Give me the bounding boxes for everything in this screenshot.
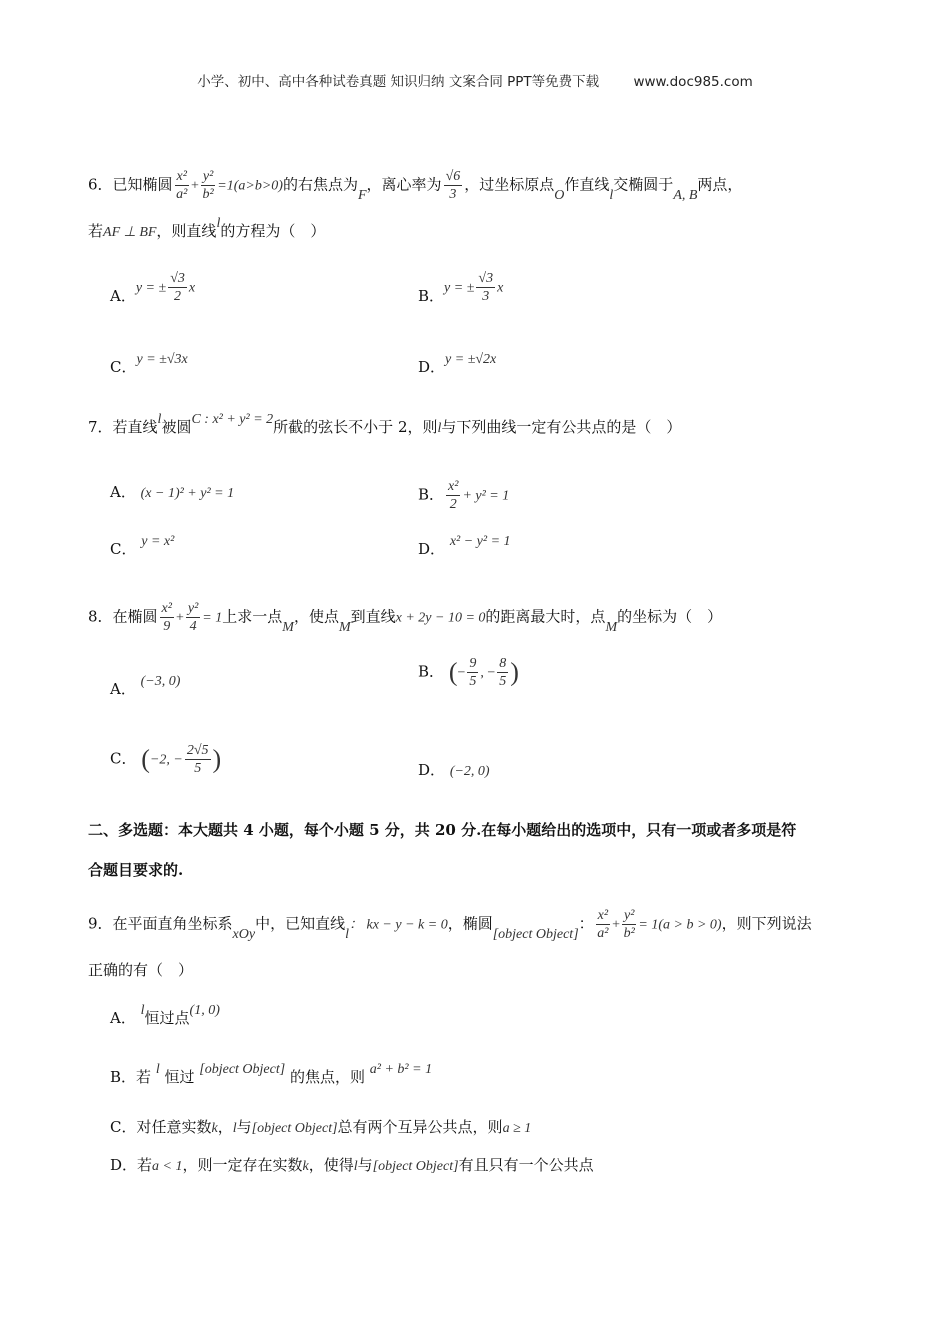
q6-option-a[interactable]	[110, 270, 195, 305]
q9-stem-line1	[88, 907, 812, 942]
q9-option-b[interactable]	[110, 1062, 433, 1089]
q7-option-a[interactable]	[110, 482, 234, 504]
text-segment: 5	[194, 761, 202, 776]
text-segment: x² − y² = 1	[449, 534, 511, 549]
text-segment: (−3, 0)	[140, 674, 181, 689]
text-segment: [object Object]	[492, 926, 579, 942]
text-segment: (x − 1)² + y² = 1	[140, 486, 235, 501]
text-segment: A．	[110, 286, 136, 305]
header-url[interactable]: www.doc985.com	[633, 74, 753, 90]
text-segment: 的距离最大时，点	[485, 607, 606, 626]
text-segment: b²	[202, 187, 214, 202]
text-segment: ，使点	[293, 607, 339, 626]
text-segment: 若	[88, 222, 104, 240]
text-segment: 4	[189, 619, 197, 634]
text-segment: 有且只有一个公共点	[458, 1156, 594, 1174]
text-segment: 中，已知直线	[255, 914, 346, 933]
math-symbol: +	[175, 610, 184, 626]
text-segment: M	[338, 619, 351, 635]
page-header	[0, 70, 950, 90]
q6-stem-line2	[88, 216, 326, 243]
text-segment: 作直线	[564, 175, 610, 194]
text-segment: 的方程为（ ）	[220, 222, 326, 240]
text-segment: y = ±	[135, 280, 167, 296]
math-symbol: +	[612, 917, 620, 933]
text-segment: y²	[187, 601, 199, 616]
text-segment: 恒过	[164, 1068, 195, 1086]
text-segment: 3	[449, 187, 457, 202]
text-segment: C : x² + y² = 2	[191, 412, 274, 427]
text-segment: 所截的弦长不小于 2，则	[273, 418, 438, 436]
text-segment: 的焦点，则	[289, 1068, 365, 1086]
text-segment: 2	[449, 497, 457, 512]
text-segment: 9	[163, 619, 171, 634]
text-segment: [object Object]	[251, 1121, 338, 1136]
math-symbol: )	[212, 744, 222, 774]
text-segment: (1, 0)	[189, 1003, 220, 1018]
text-segment: 9．在平面直角坐标系	[88, 914, 233, 933]
text-segment: C．对任意实数	[110, 1118, 212, 1136]
text-segment: √3	[170, 271, 185, 286]
math-fraction	[596, 907, 610, 942]
q6-option-b[interactable]	[418, 270, 503, 305]
text-segment: 5	[469, 674, 477, 689]
q7-option-d[interactable]	[418, 530, 511, 558]
text-segment: 上求一点	[222, 607, 283, 626]
text-segment: l	[157, 412, 162, 427]
text-segment: ，椭圆	[447, 914, 493, 933]
text-segment: a < 1	[152, 1159, 183, 1174]
text-segment: y²	[202, 169, 214, 184]
text-segment: 与下列曲线一定有公共点的是（ ）	[441, 418, 682, 436]
text-segment: √3	[478, 271, 494, 286]
header-text: 小学、初中、高中各种试卷真题 知识归纳 文案合同 PPT等免费下载	[197, 74, 600, 90]
text-segment: a²	[176, 187, 188, 202]
text-segment: l	[155, 1062, 160, 1077]
math-fraction	[185, 742, 211, 777]
text-segment: y = ±√3x	[136, 352, 188, 367]
text-segment: C．	[110, 749, 137, 768]
text-segment: B．若	[110, 1068, 152, 1086]
text-segment: x	[497, 280, 504, 296]
math-fraction	[168, 270, 187, 305]
text-segment: −2, −	[149, 752, 183, 768]
text-segment: M	[282, 619, 294, 635]
text-segment: C．	[110, 358, 137, 376]
math-fraction	[467, 655, 478, 690]
math-fraction	[622, 907, 636, 942]
text-segment: 3	[482, 289, 490, 304]
text-segment: B．	[418, 662, 445, 681]
math-symbol: , −	[480, 665, 496, 681]
q7-stem	[88, 412, 682, 439]
math-symbol: +	[190, 178, 199, 194]
text-segment: ，过坐标原点	[464, 175, 555, 194]
q9-stem-line2: 正确的有（ ）	[88, 961, 194, 979]
math-fraction	[175, 168, 189, 203]
text-segment: = 1(a > b > 0)	[638, 917, 722, 933]
q9-option-c[interactable]	[110, 1117, 531, 1139]
text-segment: a²	[597, 926, 609, 941]
text-segment: [object Object]	[372, 1159, 459, 1174]
text-segment: x²	[161, 601, 172, 616]
q6-option-d[interactable]	[418, 348, 497, 376]
text-segment: l	[609, 187, 614, 203]
math-symbol: −	[457, 665, 466, 681]
text-segment: 7．若直线	[88, 418, 158, 436]
text-segment: x²	[448, 479, 459, 494]
math-symbol: (	[448, 657, 458, 687]
math-fraction	[201, 168, 215, 203]
text-segment: ：	[578, 914, 594, 933]
q6-option-c[interactable]	[110, 348, 188, 376]
text-segment: B．	[418, 485, 445, 504]
section2-heading-line2: 合题目要求的.	[88, 861, 184, 879]
math-fraction	[497, 655, 508, 690]
text-segment: [object Object]	[199, 1062, 286, 1077]
text-segment: D．	[418, 540, 446, 558]
text-segment: ： kx − y − k = 0	[349, 917, 448, 933]
text-segment: D．	[418, 358, 446, 376]
text-segment: 总有两个互异公共点，则	[337, 1118, 503, 1136]
text-segment: 两点，	[697, 175, 743, 194]
text-segment: ，则直线	[156, 222, 217, 240]
text-segment: y = x²	[141, 534, 175, 549]
text-segment: y = ±	[444, 280, 475, 296]
text-segment: l	[140, 1003, 145, 1018]
text-segment: 的右焦点为	[282, 175, 358, 194]
text-segment: 被圆	[161, 418, 192, 436]
text-segment: l	[437, 421, 442, 436]
text-segment: l	[216, 216, 221, 231]
text-segment: (−2, 0)	[449, 764, 490, 779]
text-segment: x	[188, 280, 196, 296]
text-segment: A．	[110, 1009, 136, 1027]
text-segment: 交椭圆于	[613, 175, 674, 194]
text-segment: x²	[176, 169, 187, 184]
text-segment: 2√5	[186, 743, 209, 758]
text-segment: A．	[110, 680, 136, 698]
math-fraction	[446, 478, 460, 513]
text-segment: AF ⊥ BF	[103, 225, 157, 240]
q9-option-a[interactable]	[110, 1003, 220, 1030]
math-fraction	[186, 600, 200, 635]
text-segment: M	[605, 619, 618, 635]
text-segment: 与	[357, 1156, 373, 1174]
text-segment: k	[211, 1121, 218, 1136]
q6-stem-line1	[88, 168, 742, 203]
math-symbol: (	[141, 744, 150, 774]
text-segment: b²	[623, 926, 635, 941]
text-segment: O	[554, 187, 565, 203]
q8-option-d[interactable]	[418, 760, 490, 782]
text-segment: 9	[469, 656, 477, 671]
text-segment: = 1	[202, 610, 223, 626]
q8-stem	[88, 600, 722, 635]
text-segment: 恒过点	[144, 1009, 190, 1027]
text-segment: ，	[217, 1118, 233, 1136]
text-segment: C．	[110, 540, 137, 558]
text-segment: ，则下列说法	[721, 914, 812, 933]
q7-option-b[interactable]	[418, 478, 509, 513]
text-segment: xOy	[232, 926, 256, 942]
text-segment: l	[232, 1121, 237, 1136]
text-segment: A, B	[673, 187, 698, 203]
q7-option-c[interactable]	[110, 530, 175, 558]
text-segment: D．若	[110, 1156, 153, 1174]
q8-option-b[interactable]	[418, 655, 519, 690]
text-segment: 6．已知椭圆	[88, 175, 173, 194]
text-segment: 与	[236, 1118, 252, 1136]
math-fraction	[160, 600, 174, 635]
text-segment: y = ±√2x	[445, 352, 497, 367]
text-segment: ，则一定存在实数	[182, 1156, 303, 1174]
section2-heading-line1: 二、多选题：本大题共 4 小题，每个小题 5 分，共 20 分.在每小题给出的选项中，只有一项或者多项是符	[88, 821, 797, 839]
text-segment: F	[357, 187, 367, 203]
text-segment: 5	[499, 674, 507, 689]
text-segment: l	[353, 1159, 358, 1174]
text-segment: 2	[174, 289, 182, 304]
text-segment: D．	[418, 761, 446, 779]
q8-option-a[interactable]	[110, 670, 181, 698]
text-segment: a ≥ 1	[502, 1121, 532, 1136]
text-segment: y²	[623, 908, 635, 923]
text-segment: l	[345, 926, 349, 942]
q9-option-d[interactable]	[110, 1155, 594, 1177]
text-segment: 8	[499, 656, 507, 671]
math-fraction	[444, 168, 463, 203]
text-segment: √6	[445, 169, 461, 184]
text-segment: ，离心率为	[366, 175, 442, 194]
text-segment: =1(a>b>0)	[217, 178, 283, 194]
text-segment: B．	[418, 286, 445, 305]
text-segment: ，使得	[308, 1156, 354, 1174]
text-segment: + y² = 1	[462, 488, 510, 504]
text-segment: A．	[110, 483, 136, 501]
text-segment: x + 2y − 10 = 0	[395, 610, 486, 626]
text-segment: 的坐标为（ ）	[617, 607, 723, 626]
math-fraction	[476, 270, 495, 305]
text-segment: x²	[597, 908, 609, 923]
text-segment: a² + b² = 1	[369, 1062, 433, 1077]
math-symbol: )	[510, 657, 519, 687]
text-segment: 8．在椭圆	[88, 607, 158, 626]
q8-option-c[interactable]	[110, 742, 221, 777]
text-segment: k	[302, 1159, 309, 1174]
text-segment: 到直线	[350, 607, 396, 626]
